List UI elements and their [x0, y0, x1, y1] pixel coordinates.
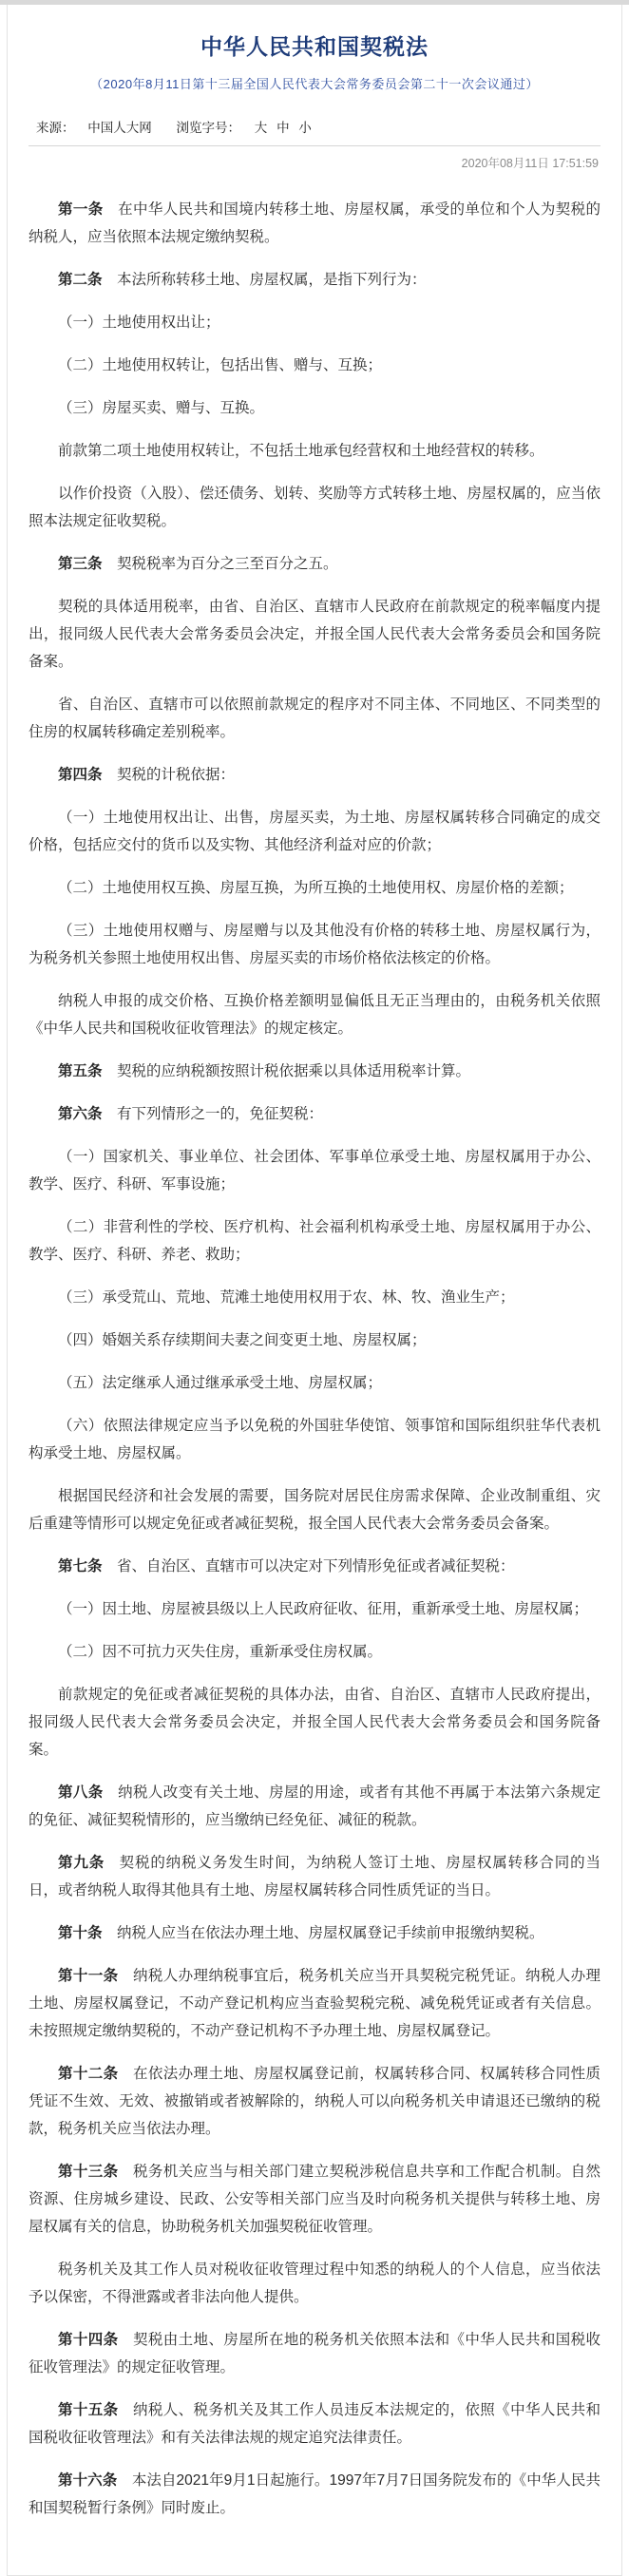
law-paragraph	[29, 1143, 600, 1198]
paragraph-text: 纳税人改变有关土地、房屋的用途，或者有其他不再属于本法第六条规定的免征、减征契税情形的，应当缴纳已经免征、减征的税款。	[29, 1784, 600, 1828]
paragraph-text: （五）法定继承人通过继承承受土地、房屋权属；	[58, 1375, 383, 1391]
law-article-card	[7, 5, 622, 2576]
article-number: 第六条	[58, 1106, 103, 1122]
law-paragraph	[29, 1553, 600, 1580]
article-number: 第五条	[58, 1063, 103, 1079]
article-number: 第二条	[58, 272, 103, 288]
law-paragraph	[29, 1369, 600, 1397]
article-number: 第十二条	[58, 2066, 119, 2082]
paragraph-text: 根据国民经济和社会发展的需要，国务院对居民住房需求保障、企业改制重组、灾后重建等情形可以规定免征或者减征契税，报全国人民代表大会常务委员会备案。	[29, 1488, 600, 1532]
law-paragraph	[29, 804, 600, 859]
paragraph-text: 在中华人民共和国境内转移土地、房屋权属，承受的单位和个人为契税的纳税人，应当依照本法规定缴纳契税。	[29, 201, 600, 245]
paragraph-text: （二）土地使用权转让，包括出售、赠与、互换；	[58, 357, 383, 373]
article-number: 第十六条	[58, 2472, 118, 2489]
law-paragraph	[29, 2060, 600, 2143]
paragraph-text: （三）房屋买卖、赠与、互换。	[58, 400, 265, 416]
publish-datetime: 2020年08月11日 17:51:59	[461, 157, 599, 170]
article-number: 第一条	[58, 201, 104, 218]
paragraph-text: （四）婚姻关系存续期间夫妻之间变更土地、房屋权属；	[58, 1332, 427, 1348]
paragraph-text: （二）非营利性的学校、医疗机构、社会福利机构承受土地、房屋权属用于办公、教学、医疗、科研、养老、救助；	[29, 1219, 600, 1263]
law-paragraph	[29, 1849, 600, 1904]
law-paragraph	[29, 2396, 600, 2452]
law-paragraph	[29, 352, 600, 379]
article-number: 第十五条	[58, 2402, 119, 2418]
law-paragraph	[29, 1058, 600, 1085]
law-paragraph	[29, 1412, 600, 1467]
law-paragraph	[29, 1213, 600, 1269]
fontsize-large-link[interactable]: 大	[254, 121, 268, 135]
source-link[interactable]: 中国人大网	[87, 121, 152, 135]
law-paragraph	[29, 1595, 600, 1623]
article-number: 第四条	[58, 767, 103, 783]
paragraph-text: 本法所称转移土地、房屋权属，是指下列行为：	[117, 272, 427, 288]
law-paragraph	[29, 1962, 600, 2045]
law-paragraph	[29, 1638, 600, 1666]
paragraph-text: （一）土地使用权出让；	[58, 315, 220, 331]
article-number: 第十四条	[58, 2332, 119, 2348]
law-paragraph	[29, 1326, 600, 1354]
article-body	[29, 196, 600, 2522]
fontsize-label: 浏览字号：	[176, 121, 241, 135]
paragraph-text: （一）因土地、房屋被县级以上人民政府征收、征用，重新承受土地、房屋权属；	[58, 1601, 589, 1617]
article-number: 第十三条	[58, 2164, 119, 2180]
fontsize-medium-link[interactable]: 中	[276, 121, 290, 135]
paragraph-text: 契税的具体适用税率，由省、自治区、直辖市人民政府在前款规定的税率幅度内提出，报同级人民代表大会常务委员会决定，并报全国人民代表大会常务委员会和国务院备案。	[29, 599, 600, 670]
law-paragraph	[29, 394, 600, 422]
law-paragraph	[29, 2326, 600, 2381]
page-subtitle: （2020年8月11日第十三届全国人民代表大会常务委员会第二十一次会议通过）	[90, 77, 539, 91]
paragraph-text: 本法自2021年9月1日起施行。1997年7月7日国务院发布的《中华人民共和国契税暂行条例》同时废止。	[29, 2472, 600, 2516]
law-paragraph	[29, 691, 600, 746]
law-paragraph	[29, 309, 600, 336]
paragraph-text: （六）依照法律规定应当予以免税的外国驻华使馆、领事馆和国际组织驻华代表机构承受土地、房屋权属。	[29, 1418, 600, 1461]
paragraph-text: 契税的计税依据：	[117, 767, 236, 783]
law-paragraph	[29, 917, 600, 972]
article-number: 第九条	[58, 1855, 105, 1871]
law-paragraph	[29, 1681, 600, 1764]
paragraph-text: （一）国家机关、事业单位、社会团体、军事单位承受土地、房屋权属用于办公、教学、医疗、科研、军事设施；	[29, 1149, 600, 1193]
paragraph-text: （二）因不可抗力灭失住房，重新承受住房权属。	[58, 1644, 383, 1660]
paragraph-text: 契税税率为百分之三至百分之五。	[117, 556, 338, 572]
meta-divider	[29, 145, 600, 146]
law-paragraph	[29, 480, 600, 535]
law-paragraph	[29, 593, 600, 676]
meta-bar	[29, 117, 600, 136]
paragraph-text: 纳税人应当在依法办理土地、房屋权属登记手续前申报缴纳契税。	[117, 1925, 544, 1941]
paragraph-text: 契税由土地、房屋所在地的税务机关依照本法和《中华人民共和国税收征收管理法》的规定征收管理。	[29, 2332, 600, 2376]
paragraph-text: 契税的纳税义务发生时间，为纳税人签订土地、房屋权属转移合同的当日，或者纳税人取得其他具有土地、房屋权属转移合同性质凭证的当日。	[29, 1855, 600, 1899]
paragraph-text: 契税的应纳税额按照计税依据乘以具体适用税率计算。	[117, 1063, 471, 1079]
law-paragraph	[29, 196, 600, 251]
paragraph-text: （三）土地使用权赠与、房屋赠与以及其他没有价格的转移土地、房屋权属行为，为税务机关参照土地使用权出售、房屋买卖的市场价格依法核定的价格。	[29, 923, 600, 966]
paragraph-text: 以作价投资（入股）、偿还债务、划转、奖励等方式转移土地、房屋权属的，应当依照本法规定征收契税。	[29, 486, 600, 529]
paragraph-text: 有下列情形之一的，免征契税：	[117, 1106, 324, 1122]
page-title: 中华人民共和国契税法	[200, 34, 429, 59]
law-paragraph	[29, 874, 600, 902]
source-label: 来源：	[36, 121, 75, 135]
paragraph-text: （一）土地使用权出让、出售，房屋买卖，为土地、房屋权属转移合同确定的成交价格，包括应交付的货币以及实物、其他经济利益对应的价款；	[29, 810, 600, 853]
paragraph-text: 省、自治区、直辖市可以依照前款规定的程序对不同主体、不同地区、不同类型的住房的权属转移确定差别税率。	[29, 696, 600, 740]
paragraph-text: 税务机关及其工作人员对税收征收管理过程中知悉的纳税人的个人信息，应当依法予以保密，不得泄露或者非法向他人提供。	[29, 2261, 600, 2305]
paragraph-text: 纳税人申报的成交价格、互换价格差额明显偏低且无正当理由的，由税务机关依照《中华人民共和国税收征收管理法》的规定核定。	[29, 993, 600, 1037]
paragraph-text: 在依法办理土地、房屋权属登记前，权属转移合同、权属转移合同性质凭证不生效、无效、被撤销或者被解除的，纳税人可以向税务机关申请退还已缴纳的税款，税务机关应当依法办理。	[29, 2066, 600, 2137]
law-paragraph	[29, 1284, 600, 1311]
paragraph-text: （二）土地使用权互换、房屋互换，为所互换的土地使用权、房屋价格的差额；	[58, 880, 574, 896]
paragraph-text: 纳税人、税务机关及其工作人员违反本法规定的，依照《中华人民共和国税收征收管理法》和有关法律法规的规定追究法律责任。	[29, 2402, 600, 2446]
law-paragraph	[29, 2467, 600, 2522]
law-paragraph	[29, 550, 600, 578]
paragraph-text: （三）承受荒山、荒地、荒滩土地使用权用于农、林、牧、渔业生产；	[58, 1289, 515, 1306]
law-paragraph	[29, 1779, 600, 1834]
paragraph-text: 前款规定的免征或者减征契税的具体办法，由省、自治区、直辖市人民政府提出，报同级人民代表大会常务委员会决定，并报全国人民代表大会常务委员会和国务院备案。	[29, 1687, 600, 1758]
article-number: 第七条	[58, 1558, 103, 1574]
article-number: 第十一条	[58, 1968, 119, 1984]
article-number: 第八条	[58, 1784, 104, 1801]
paragraph-text: 前款第二项土地使用权转让，不包括土地承包经营权和土地经营权的转移。	[58, 443, 544, 459]
law-paragraph	[29, 987, 600, 1042]
article-number: 第三条	[58, 556, 103, 572]
law-paragraph	[29, 437, 600, 465]
law-paragraph	[29, 2158, 600, 2241]
law-paragraph	[29, 761, 600, 789]
paragraph-text: 纳税人办理纳税事宜后，税务机关应当开具契税完税凭证。纳税人办理土地、房屋权属登记，不动产登记机构应当查验契税完税、减免税凭证或者有关信息。未按照规定缴纳契税的，不动产登记机构不予办理土地、房屋权属登记。	[29, 1968, 600, 2039]
law-paragraph	[29, 2256, 600, 2311]
law-paragraph	[29, 1482, 600, 1537]
paragraph-text: 税务机关应当与相关部门建立契税涉税信息共享和工作配合机制。自然资源、住房城乡建设、民政、公安等相关部门应当及时向税务机关提供与转移土地、房屋权属有关的信息，协助税务机关加强契税征收管理。	[29, 2164, 600, 2235]
paragraph-text: 省、自治区、直辖市可以决定对下列情形免征或者减征契税：	[117, 1558, 515, 1574]
fontsize-small-link[interactable]: 小	[298, 121, 312, 135]
law-paragraph	[29, 266, 600, 294]
article-number: 第十条	[58, 1925, 103, 1941]
law-paragraph	[29, 1919, 600, 1947]
law-paragraph	[29, 1100, 600, 1128]
